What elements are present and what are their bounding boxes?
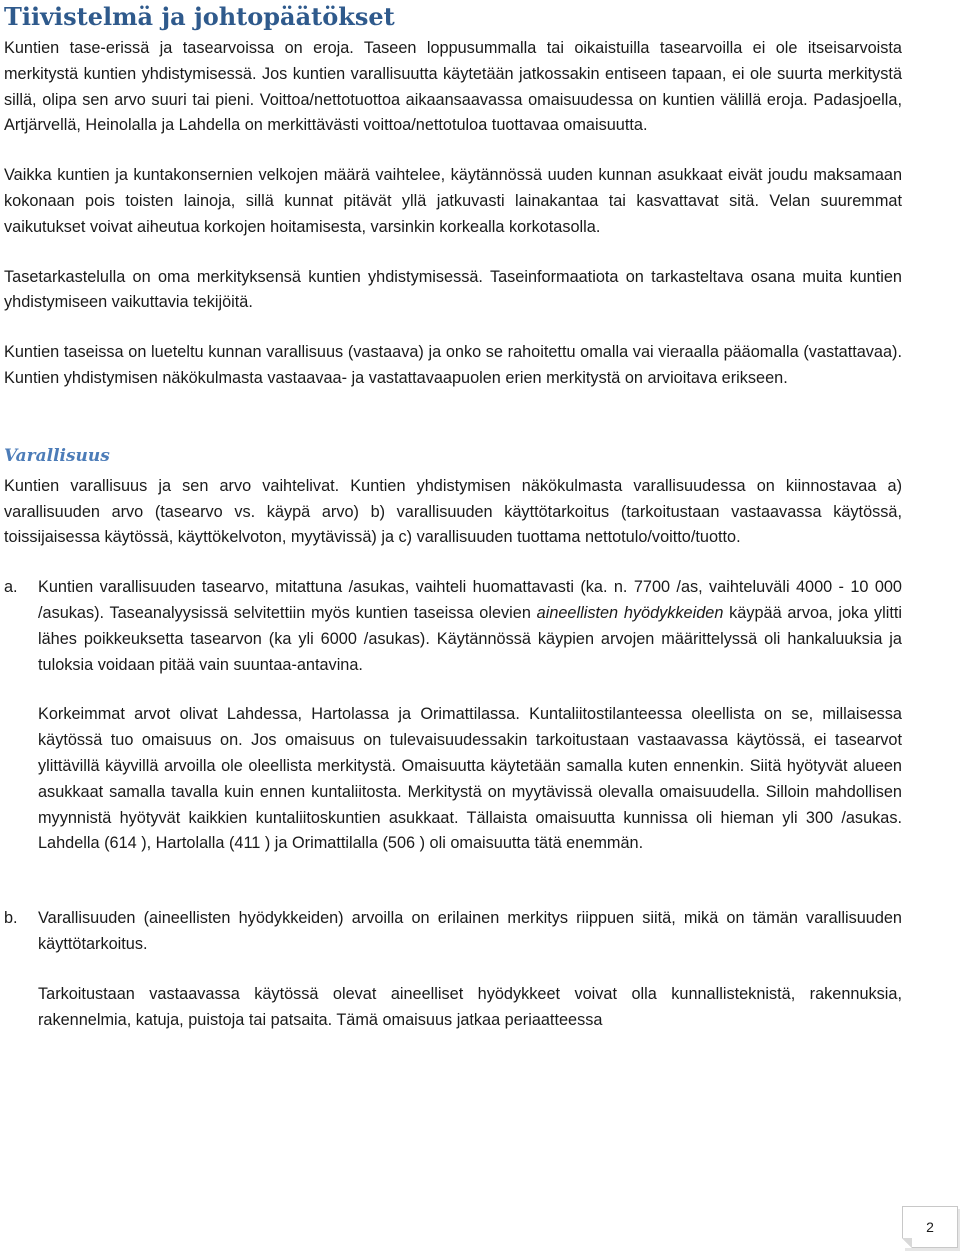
section-heading-varallisuus: Varallisuus bbox=[4, 445, 110, 466]
item-a-text-part2: käypää arvoa, joka ylitti lähes poikkeuksetta tasearvon (ka yli 6000 /asukas). Käytännössä käypien arvojen määrittelyssä oli hankaluuksia ja tuloksia voidaan pitää vain suuntaa-antavina. bbox=[38, 603, 902, 674]
section-intro-paragraph: Kuntien varallisuus ja sen arvo vaihtelivat. Kuntien yhdistymisen näkökulmasta varallisuudessa on kiinnostavaa a) varallisuuden arvo (tasearvo vs. käypä arvo) b) varallisuuden käyttötarkoitus (tarkoitustaan vastaavassa käytössä, toissijaisessa käytössä, käyttökelvoton, myytävissä) ja c) varallisuuden tuottama nettotulo/voitto/tuotto. bbox=[4, 476, 902, 547]
list-item-a-text bbox=[38, 575, 902, 678]
page-number bbox=[902, 1206, 958, 1248]
list-marker-a: a. bbox=[4, 578, 18, 597]
list-item-b-continuation: Tarkoitustaan vastaavassa käytössä olevat aineelliset hyödykkeet voivat olla kunnallisteknistä, rakennuksia, rakennelmia, katuja, puistoja tai patsaita. Tämä omaisuus jatkaa periaatteessa bbox=[38, 984, 902, 1029]
list-item-a bbox=[4, 575, 902, 678]
page-number-text: 2 bbox=[926, 1219, 934, 1235]
intro-paragraph-2: Vaikka kuntien ja kuntakonsernien velkojen määrä vaihtelee, käytännössä uuden kunnan asukkaat eivät joudu maksamaan kokonaan pois toisten lainoja, sillä kunnat pitävät yllä jatkuvasti lainakantaa tai kasvattavat sitä. Velan suuremmat vaikutukset voivat aiheutua korkojen hoitamisesta, varsinkin korkealla korkotasolla. bbox=[4, 166, 902, 236]
intro-paragraph-3: Tasetarkastelulla on oma merkityksensä kuntien yhdistymisessä. Taseinformaatiota on tarkasteltava osana muita kuntien yhdistymiseen vaikuttavia tekijöitä. bbox=[4, 267, 902, 312]
list-item-b-text: Varallisuuden (aineellisten hyödykkeiden) arvoilla on erilainen merkitys riippuen siitä, mikä on tämän varallisuuden käyttötarkoitus. bbox=[38, 909, 902, 953]
intro-paragraph-1: Kuntien tase-erissä ja tasearvoissa on eroja. Taseen loppusummalla tai oikaistuilla tasearvoilla ei ole itseisarvoista merkitystä kuntien yhdistymisessä. Jos kuntien varallisuutta käytetään jatkossakin entiseen tapaan, ei ole suurta merkitystä sillä, olipa sen arvo suuri tai pieni. Voittoa/nettotuottoa aikaansaavassa omaisuudessa on kuntien välillä eroja. Padasjoella, Artjärvellä, Heinolalla ja Lahdella on merkittävästi voittoa/nettotuloa tuottavaa omaisuutta. bbox=[4, 39, 902, 135]
document-page bbox=[4, 0, 902, 1033]
page-title: Tiivistelmä ja johtopäätökset bbox=[4, 2, 395, 31]
intro-paragraph-4: Kuntien taseissa on lueteltu kunnan varallisuus (vastaava) ja onko se rahoitettu omalla vai vieraalla pääomalla (vastattavaa). Kuntien yhdistymisen näkökulmasta vastaavaa- ja vastattavaapuolen erien merkitystä on arvioitava erikseen. bbox=[4, 343, 902, 387]
list-marker-b: b. bbox=[4, 909, 18, 928]
list-item-a-continuation: Korkeimmat arvot olivat Lahdessa, Hartolassa ja Orimattilassa. Kuntaliitostilanteessa oleellista on se, millaisessa käytössä tuo omaisuus on. Jos omaisuus on tulevaisuudessakin tarkoitustaan vastaavassa käytössä, ei tasearvot ylittävillä käyvillä arvoilla ole oleellista merkitystä. Omaisuutta käytetään samalla kuten ennenkin. Siitä hyötyvät alueen asukkaat samalla tavalla kuin ennen kuntaliitosta. Merkitystä on myytävissä olevalla omaisuudella. Silloin mahdollisen myynnistä hyötyvät kaikkien kuntaliitoskuntien asukkaat. Tällaista omaisuutta kunnissa oli hieman yli 300 /asukas. Lahdella (614 ), Hartolalla (411 ) ja Orimattilalla (506 ) oli omaisuutta tätä enemmän. bbox=[38, 705, 902, 853]
item-a-text-part1: Kuntien varallisuuden tasearvo, mitattuna /asukas, vaihteli huomattavasti (ka. n. 7700 /as, vaihteluväli 4000 - 10 000 /asukas). Taseanalyysissä selvitettiin myös kuntien taseissa olevien bbox=[38, 578, 902, 622]
item-a-emphasis: aineellisten hyödykkeiden bbox=[536, 603, 724, 622]
list-item-b bbox=[4, 906, 902, 958]
